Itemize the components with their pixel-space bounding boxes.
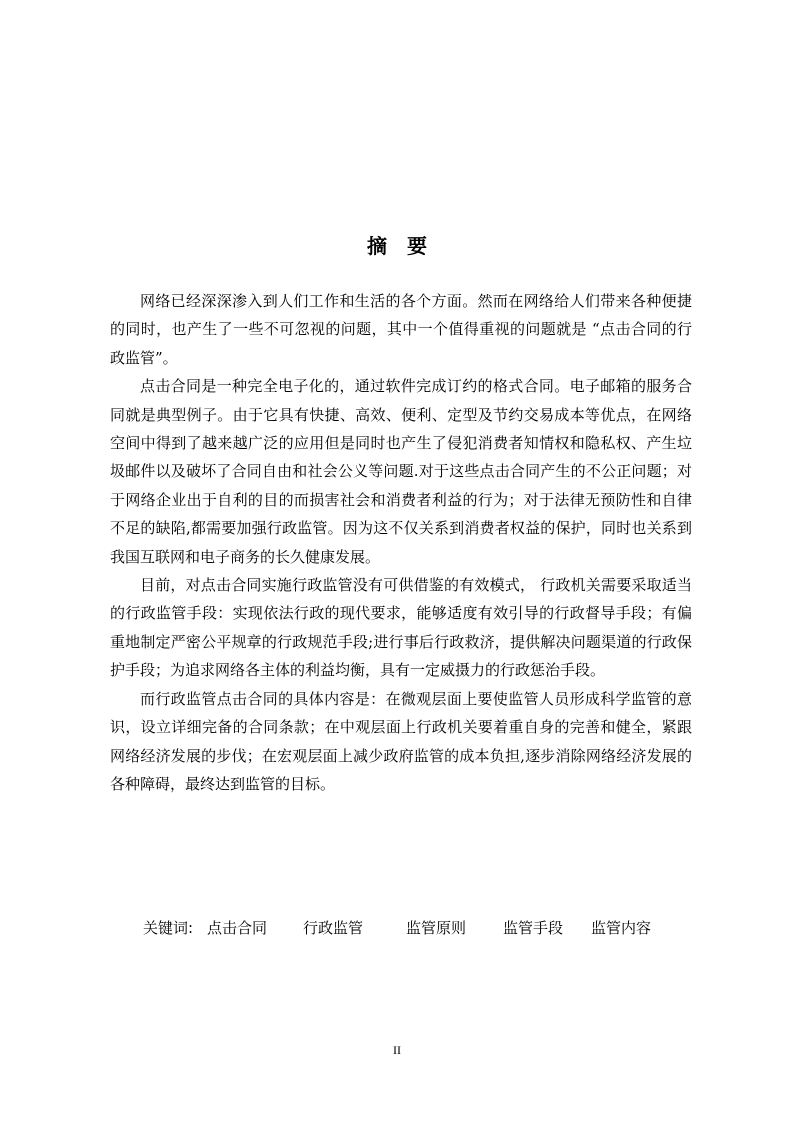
- abstract-paragraph-2: 点击合同是一种完全电子化的，通过软件完成订约的格式合同。电子邮箱的服务合同就是典型例子。由于它具有快捷、高效、便利、定型及节约交易成本等优点，在网络空间中得到了越来越广泛的应用但是同时也产生了侵犯消费者知情权和隐私权、产生垃圾邮件以及破坏了合同自由和社会公义等问题.对于这些点击合同产生的不公正问题；对于网络企业出于自利的目的而损害社会和消费者利益的行为；对于法律无预防性和自律不足的缺陷,都需要加强行政监管。因为这不仅关系到消费者权益的保护，同时也关系到我国互联网和电子商务的长久健康发展。: [110, 377, 692, 566]
- keyword: 监管原则: [406, 919, 467, 937]
- keywords-label: 关键词:: [143, 919, 194, 937]
- abstract-paragraph-1: 网络已经深深渗入到人们工作和生活的各个方面。然而在网络给人们带来各种便捷的同时，也产生了一些不可忽视的问题，其中一个值得重视的问题就是 “点击合同的行政监管”。: [110, 292, 692, 367]
- keyword: 点击合同: [207, 919, 268, 937]
- keyword: 监管手段: [503, 919, 564, 937]
- keyword: 行政监管: [303, 919, 364, 937]
- abstract-paragraph-4: 而行政监管点击合同的具体内容是：在微观层面上要使监管人员形成科学监管的意识，设立详细完备的合同条款；在中观层面上行政机关要着重自身的完善和健全，紧跟网络经济发展的步伐；在宏观层面上减少政府监管的成本负担,逐步消除网络经济发展的各种障碍，最终达到监管的目标。: [110, 689, 692, 793]
- keywords-line: [143, 914, 703, 942]
- abstract-paragraph-3: 目前，对点击合同实施行政监管没有可供借鉴的有效模式， 行政机关需要采取适当的行政监管手段：实现依法行政的现代要求，能够适度有效引导的行政督导手段；有偏重地制定严密公平规章的行政规范手段;进行事后行政救济，提供解决问题渠道的行政保护手段；为追求网络各主体的利益均衡，具有一定威摄力的行政惩治手段。: [110, 576, 692, 680]
- abstract-body: [110, 287, 692, 798]
- page-number: II: [393, 1043, 401, 1057]
- keyword: 监管内容: [591, 919, 652, 937]
- abstract-title: 摘要: [367, 234, 447, 258]
